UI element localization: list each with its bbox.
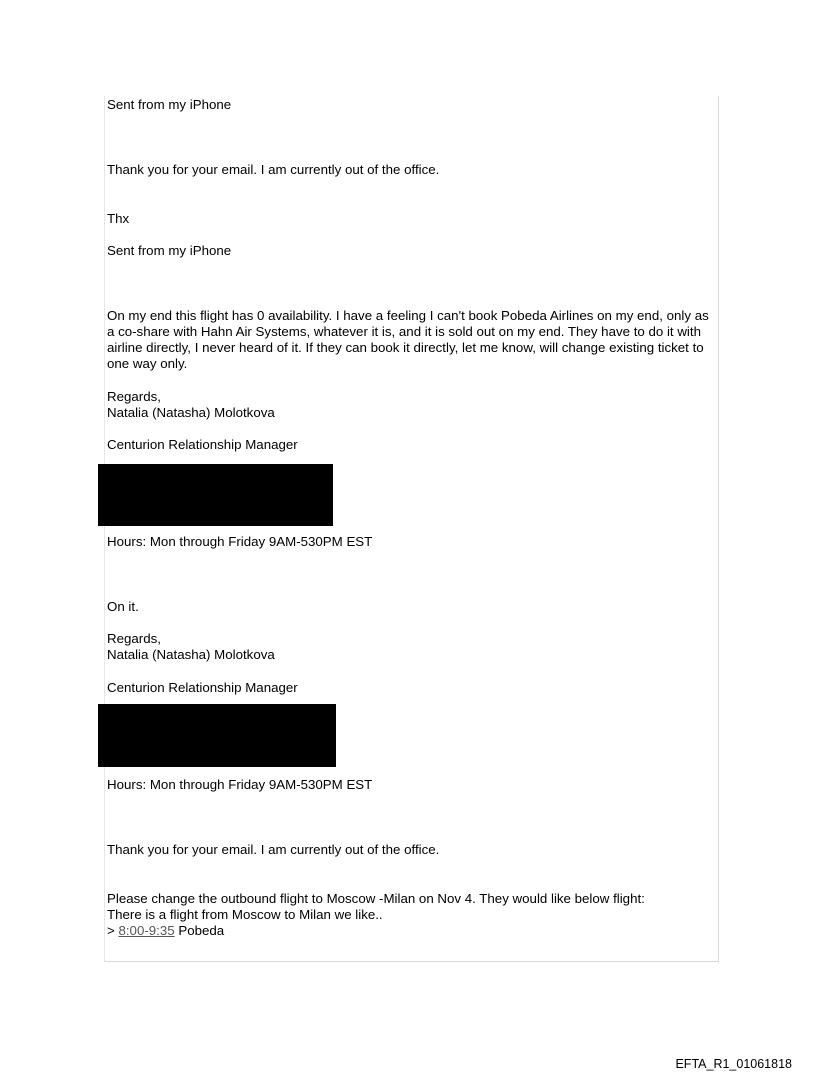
signature-1-regards: Regards, bbox=[107, 389, 161, 404]
redaction-block-2 bbox=[98, 704, 336, 767]
sent-from-iphone-1: Sent from my iPhone bbox=[107, 97, 232, 112]
quote-prefix: > bbox=[107, 923, 119, 938]
auto-reply-2: Thank you for your email. I am currently out of the office. bbox=[107, 842, 440, 857]
flight-line bbox=[107, 923, 224, 939]
signature-2-title: Centurion Relationship Manager bbox=[107, 680, 298, 695]
flight-airline: Pobeda bbox=[174, 923, 225, 938]
document-id: EFTA_R1_01061818 bbox=[675, 1057, 792, 1071]
signature-2-name: Natalia (Natasha) Molotkova bbox=[107, 647, 275, 662]
flight-time-link[interactable]: 8:00-9:35 bbox=[118, 923, 175, 938]
flight-like-text: There is a flight from Moscow to Milan we like.. bbox=[107, 907, 383, 922]
sent-from-iphone-2: Sent from my iPhone bbox=[107, 243, 232, 258]
signature-1-name: Natalia (Natasha) Molotkova bbox=[107, 405, 275, 420]
on-it-text: On it. bbox=[107, 599, 139, 614]
signature-2-hours: Hours: Mon through Friday 9AM-530PM EST bbox=[107, 777, 373, 792]
auto-reply-1: Thank you for your email. I am currently out of the office. bbox=[107, 162, 440, 177]
signature-1-hours: Hours: Mon through Friday 9AM-530PM EST bbox=[107, 534, 373, 549]
redaction-block-1 bbox=[98, 464, 333, 526]
thx-text: Thx bbox=[107, 211, 130, 226]
email-thread-frame bbox=[104, 96, 719, 962]
signature-1-title: Centurion Relationship Manager bbox=[107, 437, 298, 452]
signature-2-regards: Regards, bbox=[107, 631, 161, 646]
change-request-text: Please change the outbound flight to Moscow -Milan on Nov 4. They would like below flight: bbox=[107, 891, 645, 906]
availability-message: On my end this flight has 0 availability. I have a feeling I can't book Pobeda Airlines on my end, only as a co-share with Hahn Air Systems, whatever it is, and it is sold out on my end. They have to do it with airline directly, I never heard of it. If they can book it directly, let me know, will change existing ticket to one way only. bbox=[107, 308, 709, 371]
